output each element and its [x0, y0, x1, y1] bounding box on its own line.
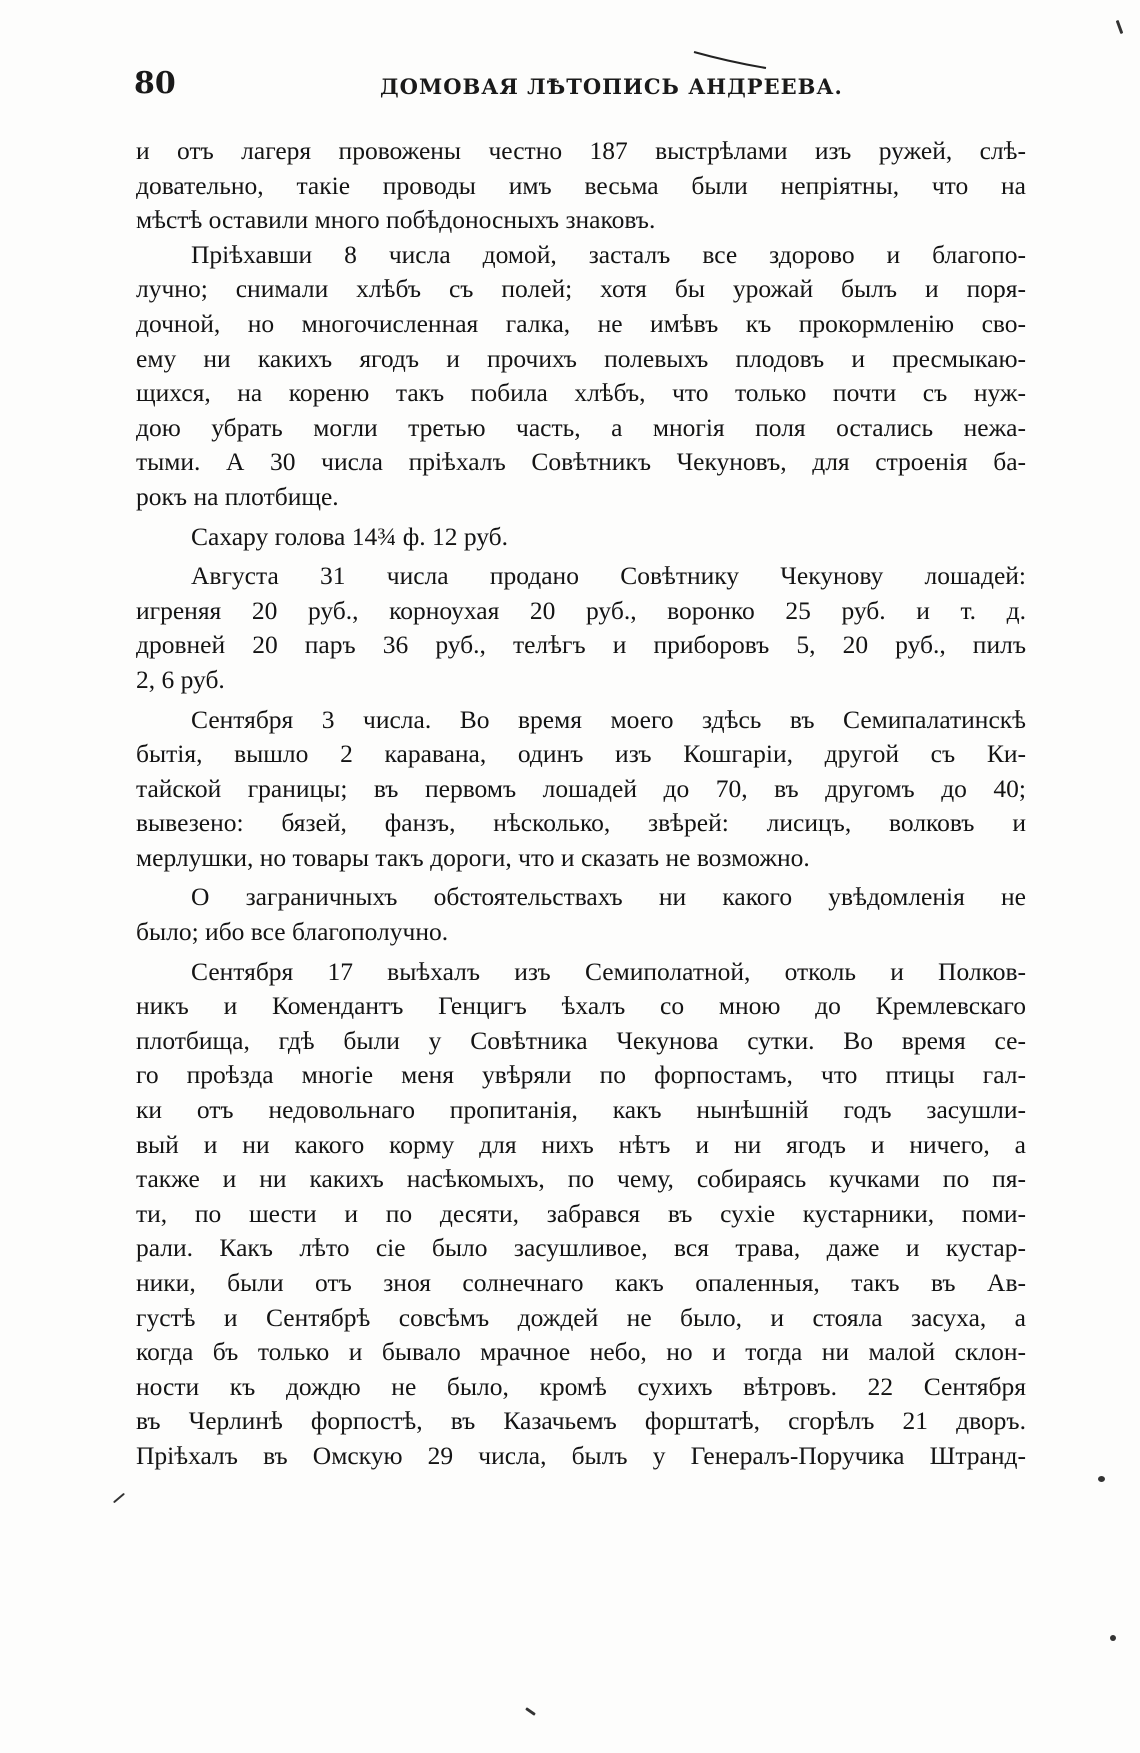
text-line: рали. Какъ лѣто сіе было засушливое, вся трава, даже и кустар-: [136, 1233, 1026, 1263]
text-line: плотбища, гдѣ были у Совѣтника Чекунова сутки. Во время се-: [136, 1025, 1026, 1055]
ink-speck: [1116, 20, 1124, 34]
paragraph-start: Августа 31 числа продано Совѣтнику Чекунову лошадей:: [191, 561, 1026, 591]
ink-speck: [1098, 1476, 1105, 1482]
text-line: вый и ни какого корму для нихъ нѣтъ и ни ягодъ и ничего, а: [136, 1129, 1026, 1159]
ink-speck: [525, 1707, 536, 1716]
text-line: также и ни какихъ насѣкомыхъ, по чему, собираясь кучками по пя-: [136, 1164, 1026, 1194]
paragraph-start: Сентября 3 числа. Во время моего здѣсь въ Семипалатинскѣ: [191, 704, 1026, 734]
text-line: когда бъ только и бывало мрачное небо, но и тогда ни малой склон-: [136, 1337, 1026, 1367]
body-text: [136, 134, 1026, 1474]
text-line: въ Черлинѣ форпостѣ, въ Казачьемъ форштатѣ, сгорѣлъ 21 дворъ.: [136, 1406, 1026, 1436]
text-line: вывезено: бязей, фанзъ, нѣсколько, звѣрей: лисицъ, волковъ и: [136, 808, 1026, 838]
text-line: дою убрать могли третью часть, а многія поля остались нежа-: [136, 412, 1026, 442]
text-line: 2, 6 руб.: [136, 664, 225, 694]
text-line: бытія, вышло 2 каравана, одинъ изъ Кошгаріи, другой съ Ки-: [136, 739, 1026, 769]
ink-speck: [113, 1493, 125, 1504]
running-title: ДОМОВАЯ ЛѢТОПИСЬ АНДРЕЕВА.: [380, 74, 843, 99]
text-line: довательно, такіе проводы имъ весьма были непріятны, что на: [136, 170, 1026, 200]
text-line: было; ибо все благополучно.: [136, 917, 449, 947]
text-line: ему ни какихъ ягодъ и прочихъ полевыхъ плодовъ и пресмыкаю-: [136, 343, 1026, 373]
text-line: Пріѣхалъ въ Омскую 29 числа, былъ у Генералъ-Поручика Штранд-: [136, 1440, 1026, 1470]
text-line: ти, по шести и по десяти, забрався въ сухіе кустарники, поми-: [136, 1198, 1026, 1228]
ink-stroke-decoration: [690, 48, 770, 72]
paragraph-start: О заграничныхъ обстоятельствахъ ни какого увѣдомленія не: [191, 882, 1026, 912]
paragraph-start: Сахару голова 14¾ ф. 12 руб.: [191, 521, 509, 551]
text-line: тыми. А 30 числа пріѣхалъ Совѣтникъ Чекуновъ, для строенія ба-: [136, 447, 1026, 477]
paragraph-start: Пріѣхавши 8 числа домой, засталъ все здорово и благопо-: [191, 239, 1026, 269]
text-line: рокъ на плотбище.: [136, 481, 339, 511]
text-line: го проѣзда многіе меня увѣряли по форпостамъ, что птицы гал-: [136, 1060, 1026, 1090]
text-line: мѣстѣ оставили много побѣдоносныхъ знаковъ.: [136, 205, 656, 235]
text-line: тайской границы; въ первомъ лошадей до 70, въ другомъ до 40;: [136, 773, 1026, 803]
ink-speck: [1110, 1635, 1116, 1641]
paragraph-start: Сентября 17 выѣхалъ изъ Семиполатной, отколь и Полков-: [191, 956, 1026, 986]
text-line: ки отъ недовольнаго пропитанія, какъ нынѣшній годъ засушли-: [136, 1095, 1026, 1125]
text-line: дочной, но многочисленная галка, не имѣвъ къ прокормленію сво-: [136, 308, 1026, 338]
text-line: ности къ дождю не было, кромѣ сухихъ вѣтровъ. 22 Сентября: [136, 1371, 1026, 1401]
text-line: щихся, на кореню такъ побила хлѣбъ, что только почти съ нуж-: [136, 378, 1026, 408]
text-line: ники, были отъ зноя солнечнаго какъ опаленныя, такъ въ Ав-: [136, 1268, 1026, 1297]
page-number: 80: [134, 66, 176, 101]
text-line: мерлушки, но товары такъ дороги, что и сказать не возможно.: [136, 842, 810, 872]
text-line: лучно; снимали хлѣбъ съ полей; хотя бы урожай былъ и поря-: [136, 274, 1026, 304]
text-line: густѣ и Сентябрѣ совсѣмъ дождей не было, и стояла засуха, а: [136, 1302, 1026, 1332]
text-line: игреняя 20 руб., корноухая 20 руб., воронко 25 руб. и т. д.: [136, 595, 1026, 625]
text-line: дровней 20 паръ 36 руб., телѣгъ и приборовъ 5, 20 руб., пилъ: [136, 630, 1026, 660]
text-line: никъ и Комендантъ Генцигъ ѣхалъ со мною до Кремлевскаго: [136, 991, 1026, 1021]
text-line: и отъ лагеря провожены честно 187 выстрѣлами изъ ружей, слѣ-: [136, 136, 1026, 165]
